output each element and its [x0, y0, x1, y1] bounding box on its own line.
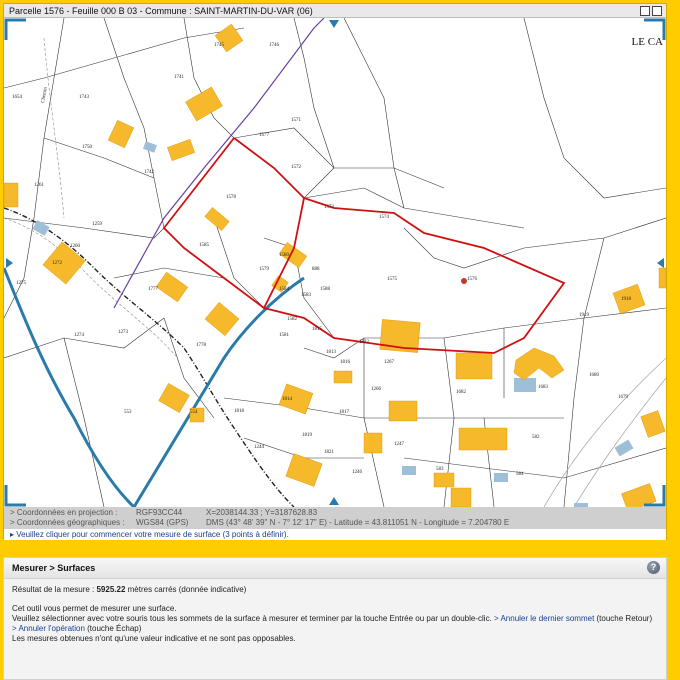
parcel-label: 1918: [621, 297, 631, 302]
parcel-label: 1682: [456, 390, 466, 395]
parcel-label: 1817: [339, 410, 349, 415]
parcel-label: 1585: [199, 243, 209, 248]
parcel-label: 582: [532, 435, 540, 440]
parcel-label: 1821: [324, 450, 334, 455]
parcel-label: 1814: [282, 397, 292, 402]
parcel-label: 1580: [279, 253, 289, 258]
geo-label: > Coordonnées géographiques :: [10, 518, 125, 527]
tool-description: Cet outil vous permet de mesurer une surface.: [12, 604, 177, 613]
parcel-label: 1743: [79, 95, 89, 100]
parcel-label: 1260: [70, 244, 80, 249]
parcel-label: 1683: [538, 385, 548, 390]
geo-system: WGS84 (GPS): [136, 518, 189, 527]
parcel-label: 1579: [259, 267, 269, 272]
parcel-label: 1746: [269, 43, 279, 48]
measure-result: Résultat de la mesure : 5925.22 mètres carrés (donnée indicative): [12, 585, 247, 594]
map-canvas[interactable]: [4, 18, 666, 507]
parcel-label: 1571: [291, 118, 301, 123]
parcel-label: 1572: [291, 165, 301, 170]
tool-instructions: Veuillez sélectionner avec votre souris tous les sommets de la surface à mesurer et terminer par la touche Entrée ou par un double-clic. > Annuler le dernier sommet (touche Retour): [12, 614, 653, 623]
parcel-label: 584: [516, 472, 524, 477]
parcel-label: 1919: [579, 313, 589, 318]
coordinates-bar: [4, 507, 666, 529]
measure-panel: [3, 557, 667, 680]
parcel-label: 1822: [359, 340, 369, 345]
projection-label: > Coordonnées en projection :: [10, 508, 118, 517]
undo-last-vertex-link[interactable]: > Annuler le dernier sommet: [494, 614, 595, 623]
parcel-label: 1582: [287, 317, 297, 322]
parcel-label: 1816: [340, 360, 350, 365]
parcel-label: 1584: [279, 287, 289, 292]
parcel-label: 1778: [196, 343, 206, 348]
cancel-line: > Annuler l'opération (touche Échap): [12, 624, 142, 633]
parcel-label: 1679: [618, 395, 628, 400]
parcel-label: 1259: [92, 222, 102, 227]
parcel-label: 1578: [226, 195, 236, 200]
road-label: Chemin: [41, 86, 49, 104]
parcel-label: 1750: [82, 145, 92, 150]
parcel-label: 1583: [301, 293, 311, 298]
parcel-label: 1273: [118, 330, 128, 335]
parcel-label: 1813: [326, 350, 336, 355]
parcel-label: 1742: [144, 170, 154, 175]
disclaimer: Les mesures obtenues n'ont qu'une valeur indicative et ne sont pas opposables.: [12, 634, 296, 643]
parcel-label: 553: [124, 410, 132, 415]
projection-system: RGF93CC44: [136, 508, 183, 517]
restore-icon[interactable]: [640, 6, 650, 16]
parcel-label: 1815: [312, 327, 322, 332]
parcel-label: 1575: [387, 277, 397, 282]
panel-title: Mesurer > Surfaces: [12, 563, 96, 573]
map-title: Parcelle 1576 - Feuille 000 B 03 - Commune : SAINT-MARTIN-DU-VAR (06): [9, 6, 313, 16]
parcel-label: 1581: [279, 333, 289, 338]
parcel-label: 554: [190, 410, 198, 415]
result-value: 5925.22: [96, 585, 126, 594]
parcel-label: 1818: [234, 409, 244, 414]
parcel-label: 1577: [259, 133, 269, 138]
cadastral-map[interactable]: [4, 18, 666, 507]
parcel-label: 1261: [34, 183, 44, 188]
parcel-label: 1244: [254, 445, 264, 450]
parcel-label: 583: [436, 467, 444, 472]
parcel-label: 888: [312, 267, 320, 272]
parcel-label: 1741: [174, 75, 184, 80]
measure-hint: ▸ Veuillez cliquer pour commencer votre mesure de surface (3 points à définir).: [4, 529, 666, 540]
parcel-label: 1267: [384, 360, 394, 365]
parcel-label: 1574: [379, 215, 389, 220]
parcel-label: 1680: [589, 373, 599, 378]
parcel-label: 1266: [371, 387, 381, 392]
parcel-label: 1777: [148, 287, 158, 292]
parcel-label: 1654: [12, 95, 22, 100]
panel-body: [4, 579, 666, 650]
parcel-label: 1275: [16, 281, 26, 286]
maximize-icon[interactable]: [652, 6, 662, 16]
map-titlebar: [4, 4, 666, 18]
parcel-label: 1745: [214, 43, 224, 48]
parcel-label: 1274: [74, 333, 84, 338]
parcel-label: 1573: [324, 205, 334, 210]
parcel-label: 1272: [52, 261, 62, 266]
parcel-label: 1588: [320, 287, 330, 292]
geo-value: DMS (43° 48' 39" N - 7° 12' 17" E) - Latitude = 43.811051 N - Longitude = 7.204780 E: [206, 518, 510, 527]
projection-value: X=2038144.33 ; Y=3187628.83: [206, 508, 318, 517]
parcel-label: 1576: [467, 277, 477, 282]
cancel-operation-link[interactable]: > Annuler l'opération: [12, 624, 85, 633]
parcel-label: 1819: [302, 433, 312, 438]
parcel-label: 1247: [394, 442, 404, 447]
map-place-label: LE CA: [631, 36, 663, 48]
panel-header: [4, 558, 666, 579]
help-icon[interactable]: ?: [647, 561, 660, 574]
parcel-label: 1246: [352, 470, 362, 475]
map-window: [3, 3, 667, 540]
